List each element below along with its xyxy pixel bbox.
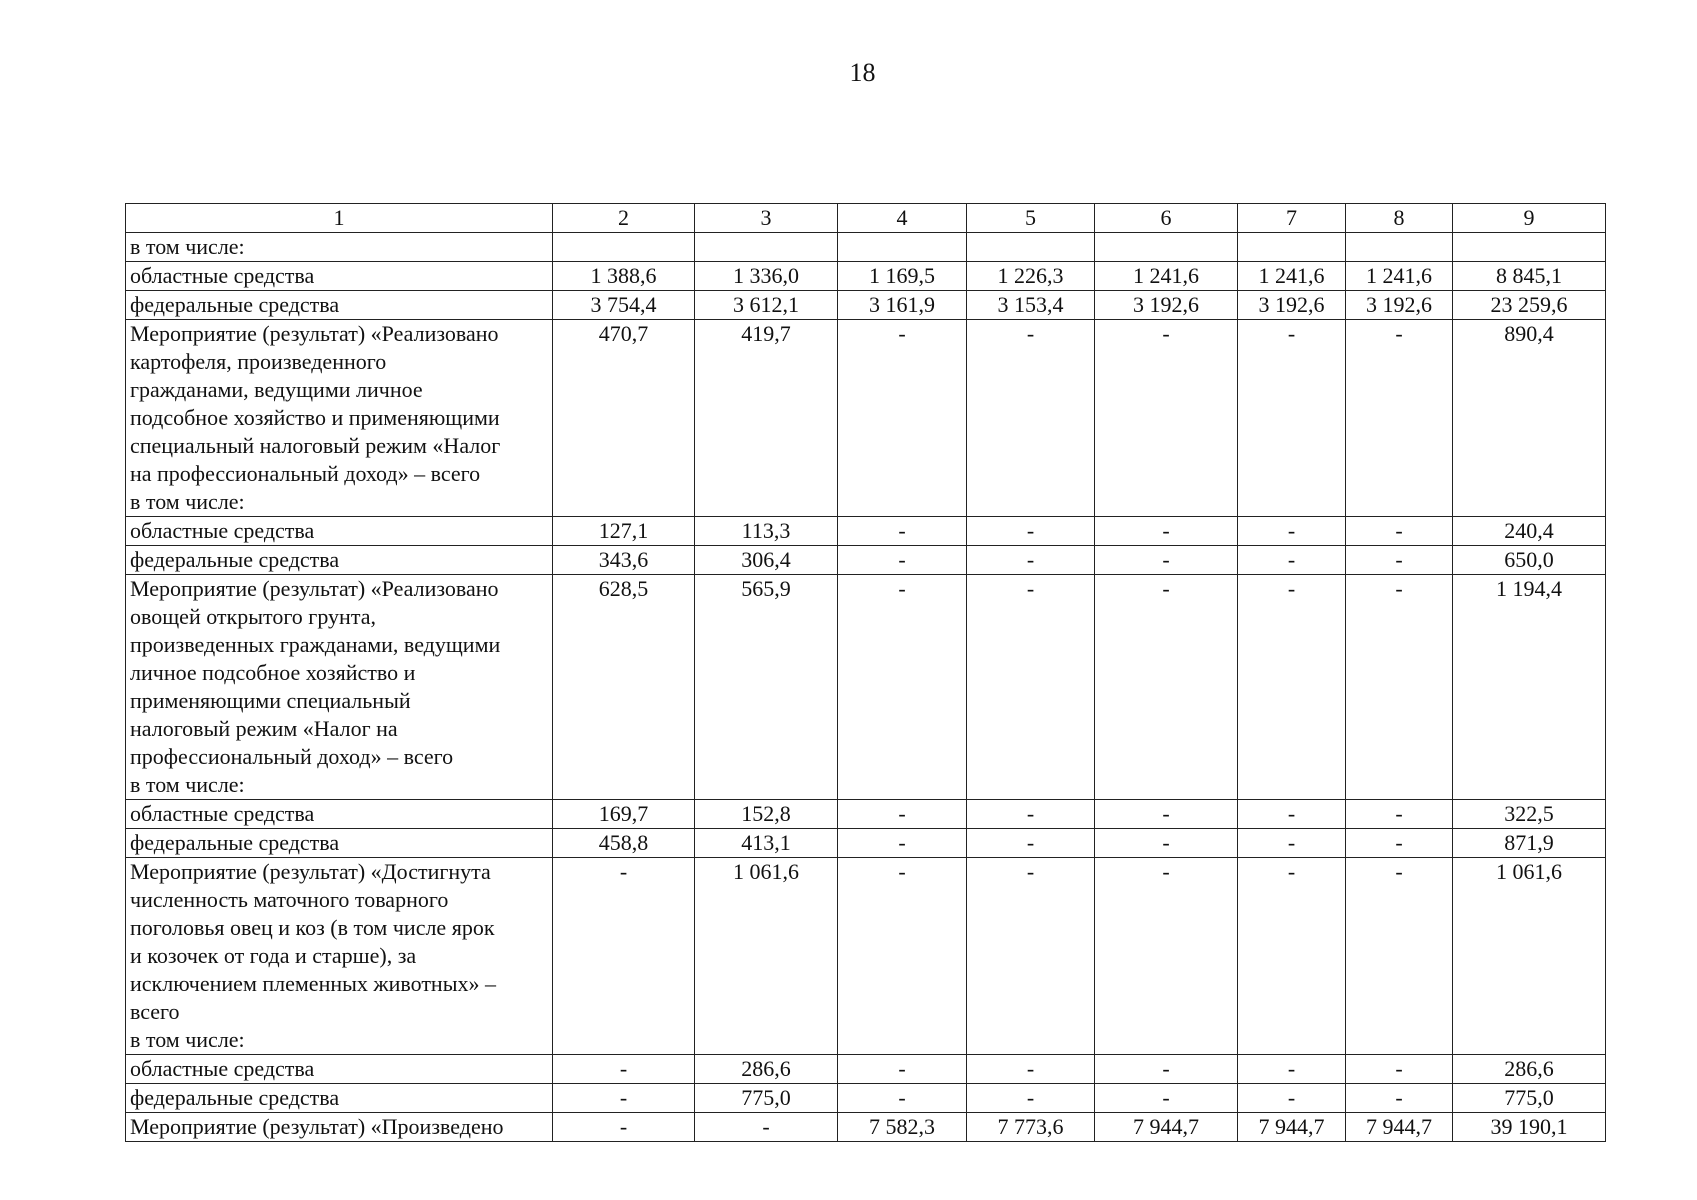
value-cell: - <box>967 575 1095 800</box>
value-cell: - <box>1346 829 1453 858</box>
value-cell: 1 241,6 <box>1238 262 1346 291</box>
value-cell: - <box>967 517 1095 546</box>
row-label-text: Мероприятие (результат) «Реализовано картофеля, произведенного гражданами, ведущими личное подсобное хозяйство и применяющими специальный налоговый режим «Налог на профессиональный доход» – всего в том числе: <box>130 321 501 514</box>
value-cell: - <box>967 829 1095 858</box>
value-cell: - <box>967 546 1095 575</box>
value-cell: - <box>1238 1055 1346 1084</box>
value-cell: 3 192,6 <box>1238 291 1346 320</box>
value-cell: - <box>838 575 967 800</box>
value-cell: 7 944,7 <box>1095 1113 1238 1142</box>
value-cell: - <box>967 320 1095 517</box>
value-cell: 23 259,6 <box>1453 291 1606 320</box>
value-cell: - <box>838 1055 967 1084</box>
column-header-2: 2 <box>553 204 695 233</box>
value-cell: 470,7 <box>553 320 695 517</box>
value-cell: - <box>838 546 967 575</box>
row-label-text: федеральные средства <box>130 1085 340 1110</box>
row-label-text: в том числе: <box>130 234 245 259</box>
value-cell: 775,0 <box>1453 1084 1606 1113</box>
value-cell: - <box>1238 546 1346 575</box>
row-label-text: федеральные средства <box>130 547 340 572</box>
value-cell: - <box>1238 829 1346 858</box>
header-row <box>126 204 1606 233</box>
value-cell: - <box>1346 858 1453 1055</box>
value-cell: - <box>838 517 967 546</box>
value-cell: 3 161,9 <box>838 291 967 320</box>
value-cell <box>1346 233 1453 262</box>
table-row <box>126 829 1606 858</box>
value-cell: 7 944,7 <box>1346 1113 1453 1142</box>
value-cell: - <box>1346 1055 1453 1084</box>
value-cell: 628,5 <box>553 575 695 800</box>
row-label-text: федеральные средства <box>130 292 340 317</box>
value-cell: - <box>1095 1084 1238 1113</box>
value-cell: 1 336,0 <box>695 262 838 291</box>
value-cell: 1 169,5 <box>838 262 967 291</box>
value-cell: 286,6 <box>695 1055 838 1084</box>
value-cell: - <box>1346 1084 1453 1113</box>
value-cell: - <box>1238 858 1346 1055</box>
value-cell: - <box>838 829 967 858</box>
row-label-text: Мероприятие (результат) «Реализовано овощей открытого грунта, произведенных гражданами, ведущими личное подсобное хозяйство и применяющими специальный налоговый режим «Налог на профессиональный доход» – всего в том числе: <box>130 576 501 797</box>
value-cell: - <box>1095 320 1238 517</box>
value-cell: 7 582,3 <box>838 1113 967 1142</box>
table-row <box>126 1084 1606 1113</box>
table-row <box>126 233 1606 262</box>
value-cell: 322,5 <box>1453 800 1606 829</box>
column-header-6: 6 <box>1095 204 1238 233</box>
value-cell: 113,3 <box>695 517 838 546</box>
value-cell: - <box>838 320 967 517</box>
row-label-text: федеральные средства <box>130 830 340 855</box>
row-label <box>126 1113 553 1142</box>
value-cell: - <box>1095 546 1238 575</box>
value-cell: - <box>1346 800 1453 829</box>
value-cell: - <box>553 858 695 1055</box>
row-label <box>126 1084 553 1113</box>
value-cell: 1 061,6 <box>1453 858 1606 1055</box>
row-label-text: областные средства <box>130 263 315 288</box>
value-cell: 8 845,1 <box>1453 262 1606 291</box>
value-cell: - <box>1095 858 1238 1055</box>
value-cell <box>838 233 967 262</box>
value-cell: 306,4 <box>695 546 838 575</box>
value-cell: - <box>1238 575 1346 800</box>
value-cell: - <box>838 800 967 829</box>
row-label <box>126 800 553 829</box>
column-header-7: 7 <box>1238 204 1346 233</box>
value-cell: 419,7 <box>695 320 838 517</box>
value-cell: 39 190,1 <box>1453 1113 1606 1142</box>
value-cell: 343,6 <box>553 546 695 575</box>
row-label <box>126 546 553 575</box>
column-header-1: 1 <box>126 204 553 233</box>
column-header-5: 5 <box>967 204 1095 233</box>
value-cell: 1 241,6 <box>1346 262 1453 291</box>
row-label-text: Мероприятие (результат) «Произведено <box>130 1114 504 1139</box>
measure-row <box>126 575 1606 800</box>
row-label <box>126 320 553 517</box>
value-cell: 1 194,4 <box>1453 575 1606 800</box>
value-cell: 7 944,7 <box>1238 1113 1346 1142</box>
table-body <box>126 204 1606 1142</box>
table-row <box>126 262 1606 291</box>
value-cell: 775,0 <box>695 1084 838 1113</box>
value-cell: 650,0 <box>1453 546 1606 575</box>
row-label <box>126 829 553 858</box>
value-cell: - <box>553 1055 695 1084</box>
row-label <box>126 858 553 1055</box>
value-cell: - <box>967 1084 1095 1113</box>
value-cell: 1 226,3 <box>967 262 1095 291</box>
value-cell: - <box>1346 575 1453 800</box>
table-row <box>126 1113 1606 1142</box>
table-row <box>126 1055 1606 1084</box>
value-cell: - <box>553 1084 695 1113</box>
value-cell <box>1238 233 1346 262</box>
row-label <box>126 517 553 546</box>
value-cell: 565,9 <box>695 575 838 800</box>
value-cell: - <box>1346 546 1453 575</box>
column-header-4: 4 <box>838 204 967 233</box>
value-cell: 871,9 <box>1453 829 1606 858</box>
value-cell <box>695 233 838 262</box>
value-cell: - <box>967 858 1095 1055</box>
value-cell: - <box>1095 575 1238 800</box>
value-cell <box>1095 233 1238 262</box>
value-cell: 1 388,6 <box>553 262 695 291</box>
row-label <box>126 291 553 320</box>
table-row <box>126 800 1606 829</box>
value-cell: 890,4 <box>1453 320 1606 517</box>
value-cell: 3 192,6 <box>1346 291 1453 320</box>
value-cell: - <box>1095 829 1238 858</box>
value-cell: 127,1 <box>553 517 695 546</box>
value-cell: - <box>967 1055 1095 1084</box>
value-cell: - <box>967 800 1095 829</box>
value-cell: - <box>553 1113 695 1142</box>
value-cell: 152,8 <box>695 800 838 829</box>
value-cell: - <box>838 1084 967 1113</box>
value-cell: 413,1 <box>695 829 838 858</box>
value-cell <box>967 233 1095 262</box>
row-label <box>126 233 553 262</box>
column-header-9: 9 <box>1453 204 1606 233</box>
value-cell: 286,6 <box>1453 1055 1606 1084</box>
value-cell: - <box>1095 1055 1238 1084</box>
table-row <box>126 517 1606 546</box>
value-cell: 3 153,4 <box>967 291 1095 320</box>
value-cell: 458,8 <box>553 829 695 858</box>
row-label-text: областные средства <box>130 518 315 543</box>
row-label-text: областные средства <box>130 1056 315 1081</box>
value-cell: 7 773,6 <box>967 1113 1095 1142</box>
row-label-text: областные средства <box>130 801 315 826</box>
value-cell: - <box>1238 800 1346 829</box>
value-cell: - <box>1095 800 1238 829</box>
row-label <box>126 1055 553 1084</box>
row-label <box>126 575 553 800</box>
column-header-3: 3 <box>695 204 838 233</box>
value-cell <box>553 233 695 262</box>
table-row <box>126 291 1606 320</box>
budget-table <box>125 203 1606 1142</box>
value-cell: 169,7 <box>553 800 695 829</box>
value-cell: 3 192,6 <box>1095 291 1238 320</box>
value-cell: 240,4 <box>1453 517 1606 546</box>
page-number: 18 <box>849 58 876 87</box>
value-cell <box>1453 233 1606 262</box>
value-cell: - <box>695 1113 838 1142</box>
value-cell: 1 061,6 <box>695 858 838 1055</box>
value-cell: - <box>838 858 967 1055</box>
value-cell: - <box>1238 517 1346 546</box>
measure-row <box>126 320 1606 517</box>
value-cell: - <box>1346 517 1453 546</box>
value-cell: 3 612,1 <box>695 291 838 320</box>
row-label-text: Мероприятие (результат) «Достигнута численность маточного товарного поголовья овец и коз (в том числе ярок и козочек от года и старше), за исключением племенных животных» – всего в том числе: <box>130 859 496 1052</box>
value-cell: - <box>1238 320 1346 517</box>
value-cell: - <box>1238 1084 1346 1113</box>
table-row <box>126 546 1606 575</box>
value-cell: 1 241,6 <box>1095 262 1238 291</box>
value-cell: - <box>1346 320 1453 517</box>
value-cell: 3 754,4 <box>553 291 695 320</box>
measure-row <box>126 858 1606 1055</box>
column-header-8: 8 <box>1346 204 1453 233</box>
row-label <box>126 262 553 291</box>
value-cell: - <box>1095 517 1238 546</box>
